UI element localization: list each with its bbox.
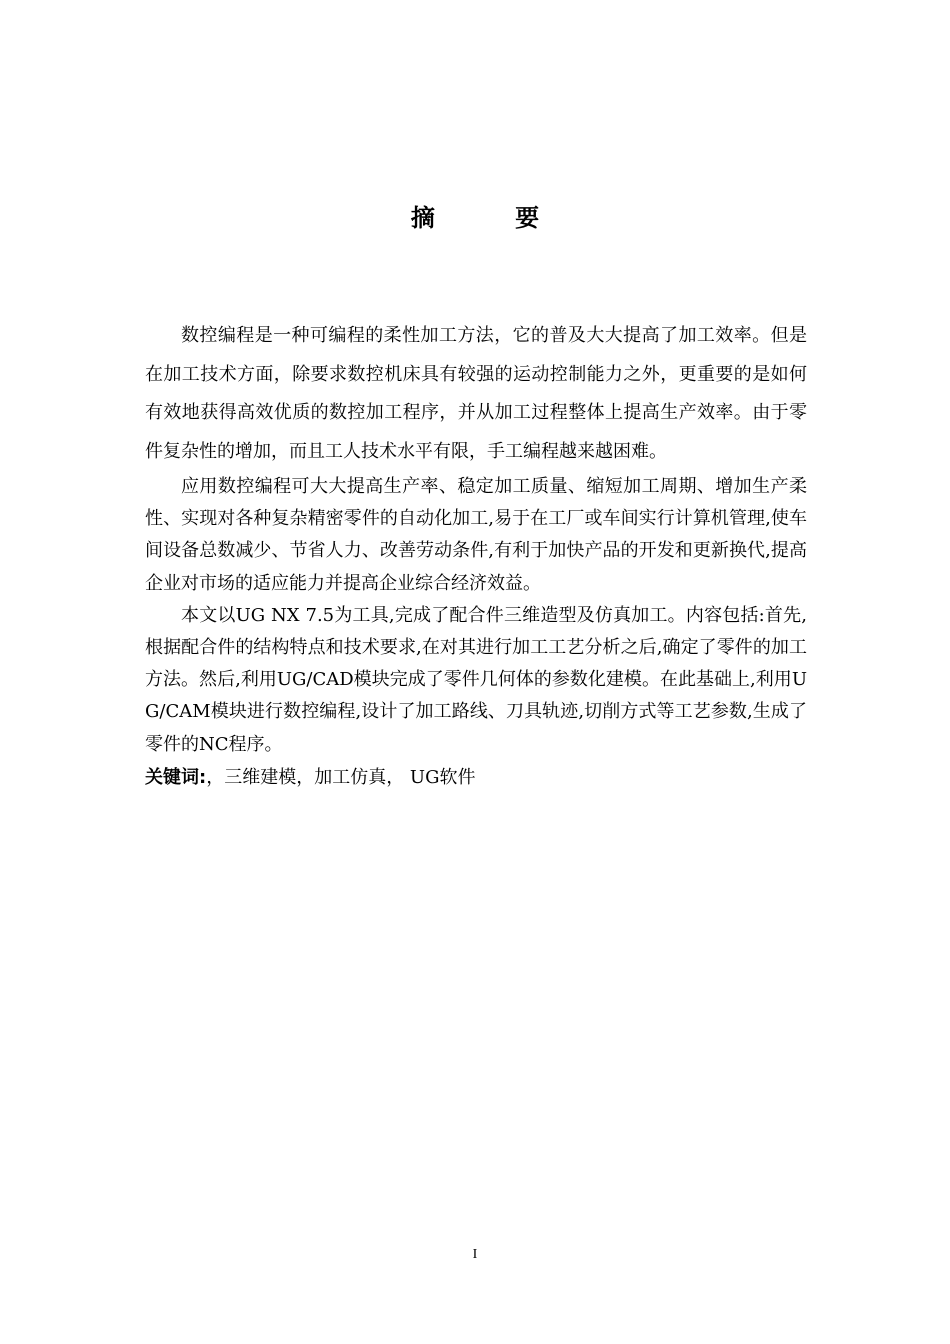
abstract-paragraph-3: 本文以UG NX 7.5为工具,完成了配合件三维造型及仿真加工。内容包括:首先,根据配合件的结构特点和技术要求,在对其进行加工工艺分析之后,确定了零件的加工方法。然后,利用UG/CAD模块完成了零件几何体的参数化建模。在此基础上,利用UG/CAM模块进行数控编程,设计了加工路线、刀具轨迹,切削方式等工艺参数,生成了零件的NC程序。 bbox=[145, 604, 807, 755]
abstract-body bbox=[145, 317, 807, 794]
abstract-paragraph-2: 应用数控编程可大大提高生产率、稳定加工质量、缩短加工周期、增加生产柔性、实现对各种复杂精密零件的自动化加工,易于在工厂或车间实行计算机管理,使车间设备总数减少、节省人力、改善劳动条件,有利于加快产品的开发和更新换代,提高企业对市场的适应能力并提高企业综合经济效益。 bbox=[145, 476, 807, 594]
keywords-label: 关键词: bbox=[145, 766, 207, 788]
keywords-text: ，三维建模，加工仿真， UG软件 bbox=[206, 766, 476, 788]
abstract-paragraph-1: 数控编程是一种可编程的柔性加工方法，它的普及大大提高了加工效率。但是在加工技术方面，除要求数控机床具有较强的运动控制能力之外，更重要的是如何有效地获得高效优质的数控加工程序，并从加工过程整体上提高生产效率。由于零件复杂性的增加，而且工人技术水平有限，手工编程越来越困难。 bbox=[145, 325, 807, 462]
page-title: 摘 要 bbox=[410, 204, 576, 232]
keywords-line bbox=[145, 762, 807, 794]
page-number: I bbox=[472, 1247, 478, 1262]
